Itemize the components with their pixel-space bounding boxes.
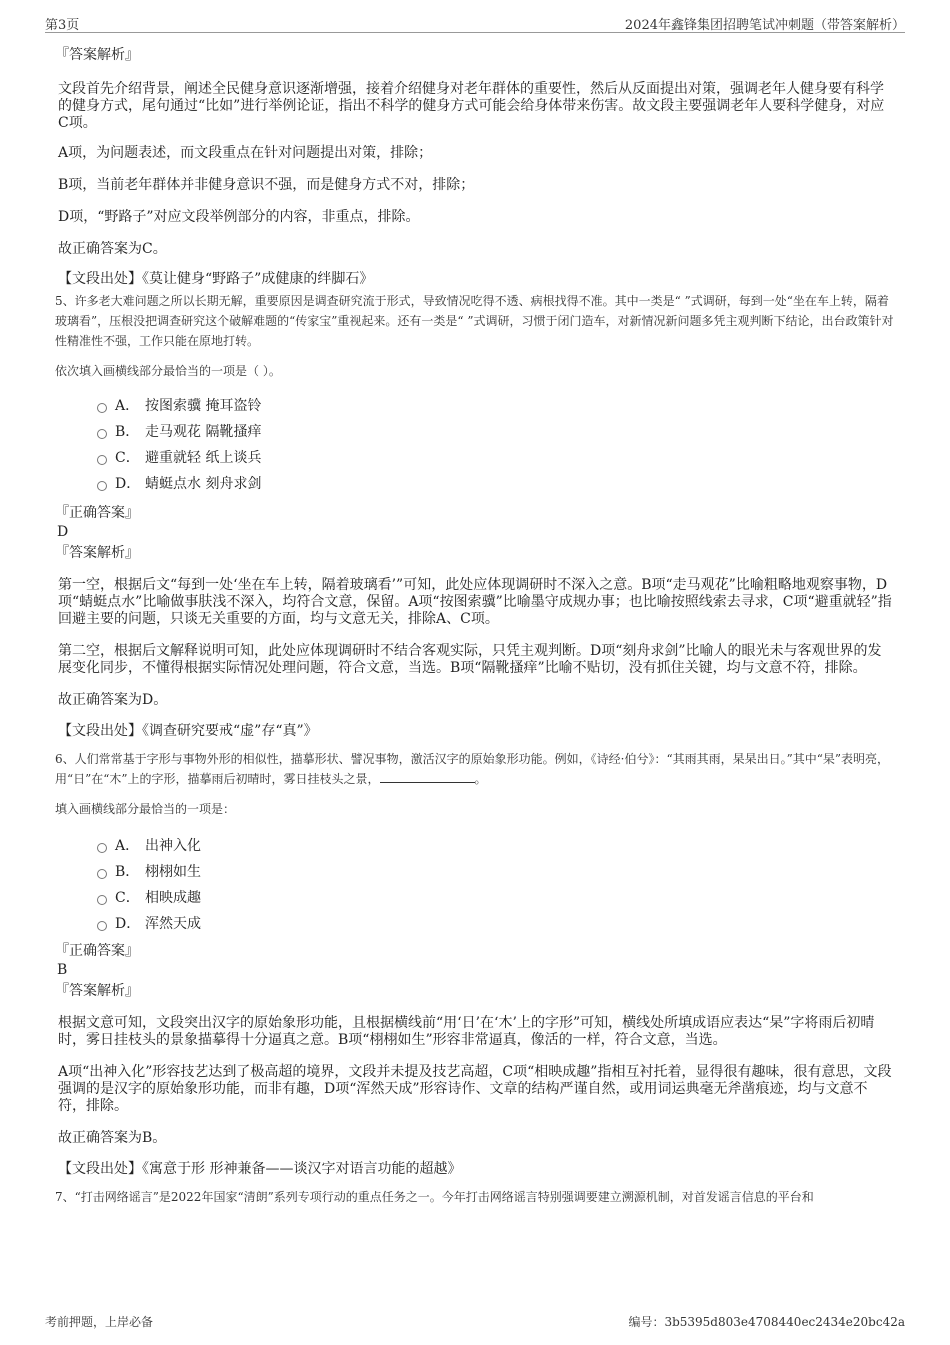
radio-icon[interactable] (97, 429, 107, 439)
answer-analysis-label: 『答案解析』 (55, 983, 139, 999)
question-7-stem: 7、“打击网络谣言”是2022年国家“清朗”系列专项行动的重点任务之一。今年打击网络谣言特别强调要建立溯源机制，对首发谣言信息的平台和 (55, 1190, 814, 1204)
analysis-conclusion: 故正确答案为D。 (58, 692, 168, 708)
analysis-conclusion: 故正确答案为B。 (58, 1130, 167, 1146)
option-a[interactable]: A． 按图索骥 掩耳盗铃 (97, 393, 895, 419)
page-footer (45, 1313, 905, 1335)
page-content (55, 45, 895, 1207)
source-citation: 【文段出处】《寓意于形 形神兼备——谈汉字对语言功能的超越》 (58, 1161, 462, 1177)
radio-icon[interactable] (97, 895, 107, 905)
fill-blank (380, 770, 475, 783)
correct-answer: B (57, 962, 68, 978)
question-6-stem: 6、人们常常基于字形与事物外形的相似性，描摹形状、譬况事物，激活汉字的原始象形功能。例如，《诗经·伯兮》：“其雨其雨，杲杲出日。”其中“杲”表明亮，用“日”在“木”上的字形，描摹雨后初晴时，雾日挂枝头之景， 。 (55, 752, 889, 786)
analysis-paragraph: 根据文意可知，文段突出汉字的原始象形功能，且根据横线前“用‘日’在‘木’上的字形”可知，横线处所填成语应表达“杲”字将雨后初晴时，雾日挂枝头的景象描摹得十分逼真之意。B项“栩栩如生”形容非常逼真，像活的一样，符合文意，当选。 (58, 1015, 875, 1048)
analysis-paragraph: 第一空，根据后文“每到一处‘坐在车上转，隔着玻璃看’”可知，此处应体现调研时不深入之意。B项“走马观花”比喻粗略地观察事物，D项“蜻蜓点水”比喻做事肤浅不深入，均符合文意，保留。A项“按图索骥”比喻墨守成规办事；也比喻按照线索去寻求，C项“避重就轻”指回避主要的问题，只谈无关重要的方面，均与文意无关，排除A、C项。 (58, 577, 892, 627)
analysis-paragraph: D项，“野路子”对应文段举例部分的内容，非重点，排除。 (58, 209, 420, 225)
document-title: 2024年鑫锋集团招聘笔试冲刺题（带答案解析） (624, 18, 905, 33)
option-b[interactable]: B． 栩栩如生 (97, 859, 895, 885)
radio-icon[interactable] (97, 843, 107, 853)
analysis-paragraph: B项，当前老年群体并非健身意识不强，而是健身方式不对，排除； (58, 177, 475, 193)
analysis-paragraph: A项“出神入化”形容技艺达到了极高超的境界，文段并未提及技艺高超，C项“相映成趣”指相互衬托着，显得很有趣味，很有意思，文段强调的是汉字的原始象形功能，而非有趣，D项“浑然天成”形容诗作、文章的结构严谨自然，或用词运典毫无斧凿痕迹，均与文意不符，排除。 (58, 1064, 892, 1114)
analysis-conclusion: 故正确答案为C。 (58, 241, 167, 257)
radio-icon[interactable] (97, 455, 107, 465)
analysis-paragraph: 文段首先介绍背景，阐述全民健身意识逐渐增强，接着介绍健身对老年群体的重要性，然后从反面提出对策，强调老年人健身要有科学的健身方式，尾句通过“比如”进行举例论证，指出不科学的健身方式可能会给身体带来伤害。故文段主要强调老年人要科学健身，对应C项。 (58, 81, 885, 131)
option-d[interactable]: D． 蜻蜓点水 刻舟求剑 (97, 471, 895, 497)
correct-answer-label: 『正确答案』 (55, 505, 139, 521)
analysis-paragraph: A项，为问题表述，而文段重点在针对问题提出对策，排除； (58, 145, 433, 161)
question-6-prompt: 填入画横线部分最恰当的一项是： (55, 802, 236, 816)
question-5-stem: 5、许多老大难问题之所以长期无解，重要原因是调查研究流于形式，导致情况吃得不透、病根找得不准。其中一类是“ ”式调研，每到一处“坐在车上转，隔着玻璃看”，压根没把调查研究这个破解难题的“传家宝”重视起来。还有一类是“ ”式调研，习惯于闭门造车，对新情况新问题多凭主观判断下结论，出台政策针对性精准性不强，工作只能在原地打转。 (55, 294, 894, 348)
option-c[interactable]: C． 避重就轻 纸上谈兵 (97, 445, 895, 471)
question-5-options (55, 393, 895, 497)
radio-icon[interactable] (97, 921, 107, 931)
answer-analysis-label: 『答案解析』 (55, 47, 139, 63)
document-code: 编号：3b5395d803e4708440ec2434e20bc42a (628, 1315, 905, 1329)
correct-answer-label: 『正确答案』 (55, 943, 139, 959)
radio-icon[interactable] (97, 869, 107, 879)
radio-icon[interactable] (97, 481, 107, 491)
question-6-options (55, 833, 895, 937)
source-citation: 【文段出处】《莫让健身“野路子”成健康的绊脚石》 (58, 271, 374, 287)
option-d[interactable]: D． 浑然天成 (97, 911, 895, 937)
radio-icon[interactable] (97, 403, 107, 413)
page-number: 第3页 (45, 18, 80, 33)
source-citation: 【文段出处】《调查研究要戒“虚”存“真”》 (58, 723, 318, 739)
analysis-paragraph: 第二空，根据后文解释说明可知，此处应体现调研时不结合客观实际，只凭主观判断。D项“刻舟求剑”比喻人的眼光未与客观世界的发展变化同步，不懂得根据实际情况处理问题，符合文意，当选。B项“隔靴搔痒”比喻不贴切，没有抓住关键，均与文意不符，排除。 (58, 643, 882, 676)
page-header (45, 10, 905, 33)
footer-slogan: 考前押题，上岸必备 (45, 1315, 154, 1329)
answer-analysis-label: 『答案解析』 (55, 545, 139, 561)
option-c[interactable]: C． 相映成趣 (97, 885, 895, 911)
option-b[interactable]: B． 走马观花 隔靴搔痒 (97, 419, 895, 445)
correct-answer: D (57, 524, 69, 540)
question-5-prompt: 依次填入画横线部分最恰当的一项是（ ）。 (55, 364, 281, 378)
option-a[interactable]: A． 出神入化 (97, 833, 895, 859)
